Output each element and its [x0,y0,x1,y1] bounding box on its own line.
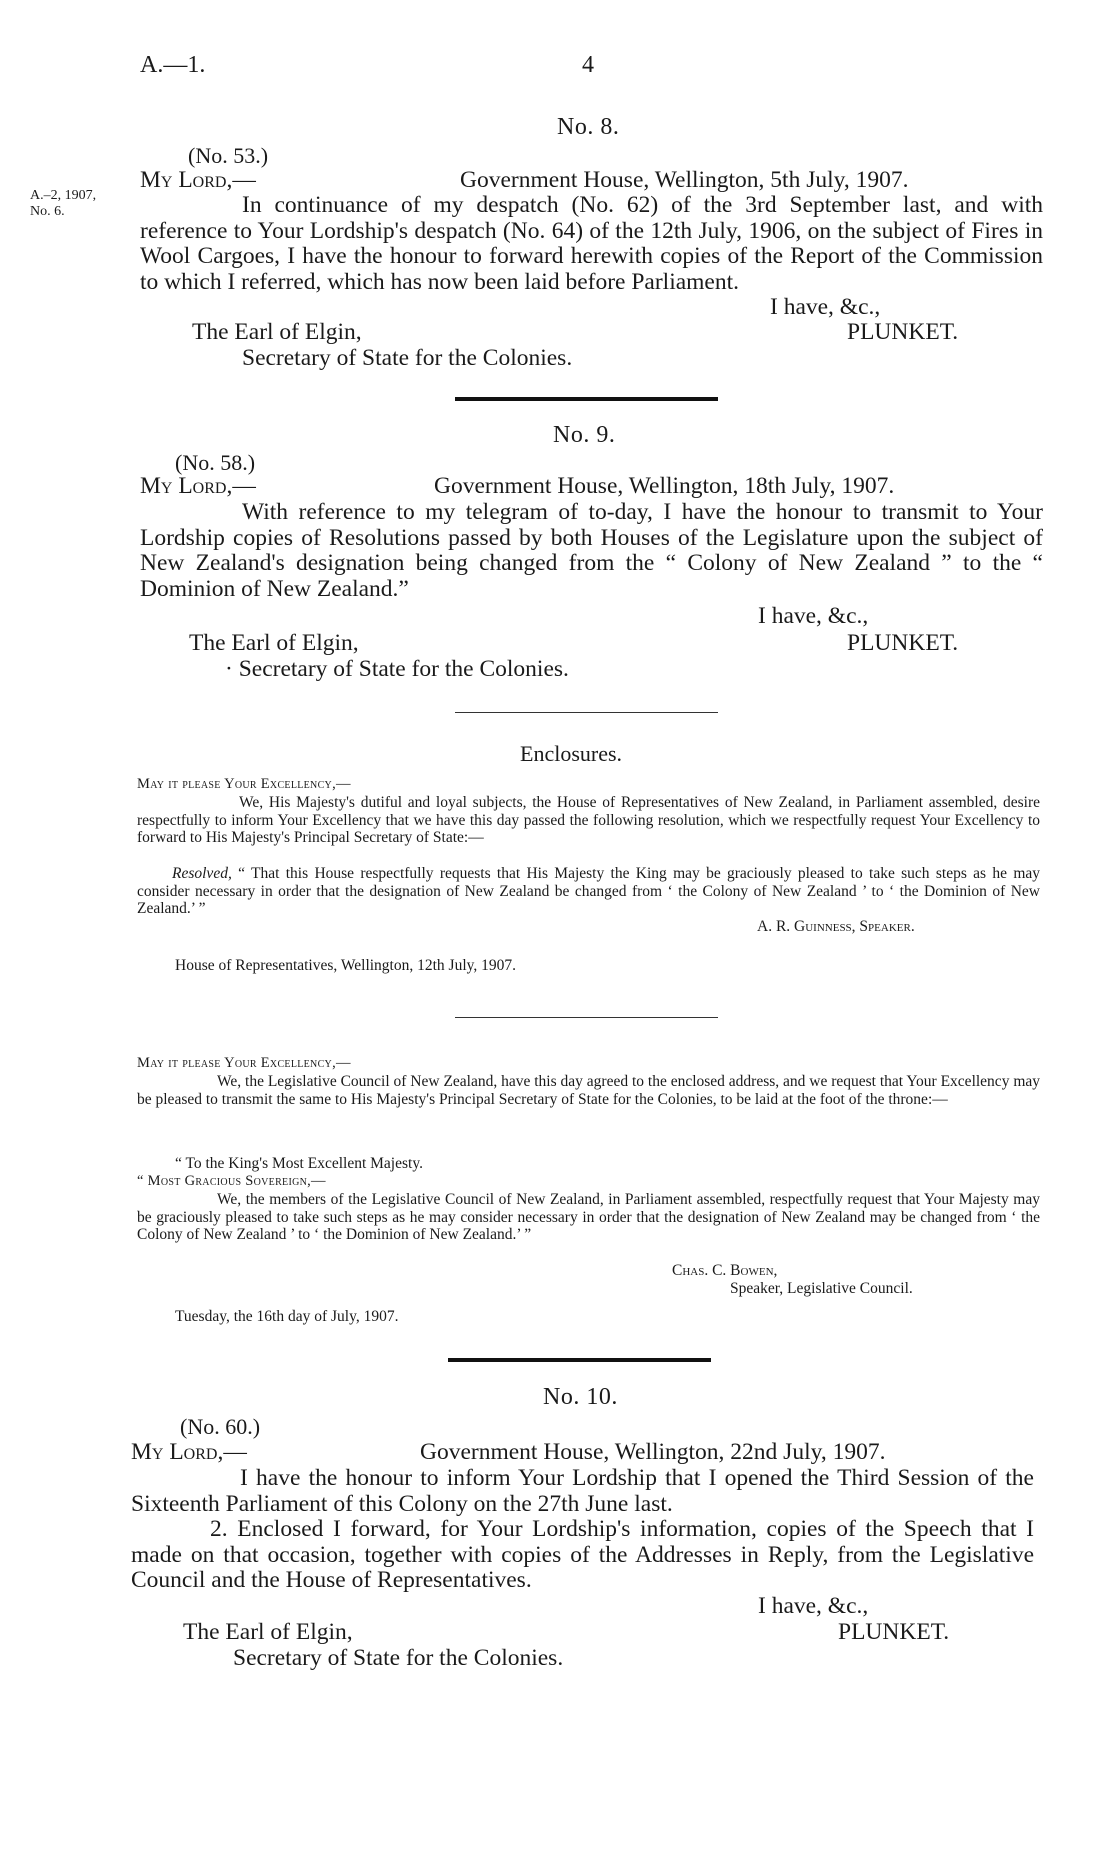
enclosure-1-body: We, His Majesty's dutiful and loyal subjects, the House of Representatives of New Zealand, in Parliament assembled, desire respectfully to inform Your Excellency that we have this day passed the following resolution, which we respectfully request Your Excellency to forward to His Majesty's Principal Secretary of State:— [137,794,1040,847]
enclosure-2-address-body: We, the members of the Legislative Council of New Zealand, in Parliament assembled, respectfully request that Your Majesty may be graciously pleased to take such steps as he may consider necessary in order that the designation of New Zealand may be changed from ‘ the Colony of New Zealand ’ to ‘ the Dominion of New Zealand.’ ” [137,1191,1040,1244]
letter-10-place-date: Government House, Wellington, 22nd July, 1907. [420,1439,886,1465]
margin-note-no: No. 6. [30,204,65,219]
resolved-label: Resolved, [172,865,232,882]
enclosure-2-address-salutation: “ Most Gracious Sovereign,— [137,1173,326,1189]
enclosure-1-place-date: House of Representatives, Wellington, 12th July, 1907. [175,957,516,974]
letter-8-despatch-number: (No. 53.) [188,143,269,168]
enclosure-2-body: We, the Legislative Council of New Zealand, have this day agreed to the enclosed address, and we request that Your Excellency may be pleased to transmit the same to His Majesty's Principal Secretary of State for the Colonies, to be laid at the foot of the throne:— [137,1073,1040,1108]
letter-9-place-date: Government House, Wellington, 18th July, 1907. [434,473,895,499]
letter-8-body: In continuance of my despatch (No. 62) of the 3rd September last, and with reference to Your Lordship's despatch (No. 64) of the 12th July, 1906, on the subject of Fires in Wool Cargoes, I have the honour to forward herewith copies of the Report of the Commission to which I referred, which has now been laid before Parliament. [140,192,1043,295]
letter-8-salutation: My Lord,— [140,167,256,193]
margin-note-ref: A.–2, 1907, [30,188,97,203]
letter-10-heading: No. 10. [543,1384,618,1410]
letter-8-addressee-title: Secretary of State for the Colonies. [242,345,573,371]
letter-10-addressee: The Earl of Elgin, [183,1619,353,1645]
enclosures-title: Enclosures. [520,741,623,766]
enclosure-2-signatory-title: Speaker, Legislative Council. [730,1280,913,1297]
enclosure-2-address-to: “ To the King's Most Excellent Majesty. [175,1155,423,1172]
letter-9-body: With reference to my telegram of to-day, I have the honour to transmit to Your Lordship copies of Resolutions passed by both Houses of the Legislature upon the subject of New Zealand's designation being changed from the “ Colony of New Zealand ” to the “ Dominion of New Zealand.” [140,499,1043,602]
letter-8-signature: PLUNKET. [847,319,959,345]
letter-9-addressee: The Earl of Elgin, [189,630,359,656]
letter-10-signature: PLUNKET. [838,1619,950,1645]
letter-10-paragraph-1: I have the honour to inform Your Lordship that I opened the Third Session of the Sixteenth Parliament of this Colony on the 27th June last. [131,1465,1034,1517]
section-divider [448,1358,711,1362]
enclosure-1-signatory: A. R. Guinness, Speaker. [757,918,915,935]
section-divider [455,1017,718,1018]
letter-10-salutation: My Lord,— [131,1439,247,1465]
resolution-text: “ That this House respectfully requests that His Majesty the King may be graciously pleased to take such steps as he may consider necessary in order that the designation of New Zealand be changed from ‘ the Colony of New Zealand ’ to ‘ the Dominion of New Zealand.’ ” [137,865,1040,918]
letter-9-signature: PLUNKET. [847,630,959,656]
letter-10-paragraph-2: 2. Enclosed I forward, for Your Lordship's information, copies of the Speech that I made on that occasion, together with copies of the Addresses in Reply, from the Legislative Council and the House of Representatives. [131,1516,1034,1593]
enclosure-2-date: Tuesday, the 16th day of July, 1907. [175,1308,399,1325]
letter-9-despatch-number: (No. 58.) [175,450,256,475]
letter-9-addressee-title: · Secretary of State for the Colonies. [225,656,569,682]
section-divider [455,712,718,713]
document-ref: A.—1. [140,52,206,78]
enclosure-2-salutation: May it please Your Excellency,— [137,1055,351,1071]
letter-10-despatch-number: (No. 60.) [180,1414,261,1439]
enclosure-1-resolution [137,865,1040,918]
enclosure-1-salutation: May it please Your Excellency,— [137,776,351,792]
letter-9-salutation: My Lord,— [140,473,256,499]
enclosure-2-signatory-name: Chas. C. Bowen, [672,1262,778,1279]
letter-9-closing: I have, &c., [758,603,869,629]
letter-10-closing: I have, &c., [758,1593,869,1619]
letter-8-place-date: Government House, Wellington, 5th July, 1907. [460,167,909,193]
letter-8-closing: I have, &c., [770,294,881,320]
section-divider [455,397,718,401]
letter-9-heading: No. 9. [553,422,616,448]
letter-8-heading: No. 8. [557,114,620,140]
letter-8-addressee: The Earl of Elgin, [192,319,362,345]
page-number: 4 [582,52,594,78]
letter-10-addressee-title: Secretary of State for the Colonies. [233,1645,564,1671]
